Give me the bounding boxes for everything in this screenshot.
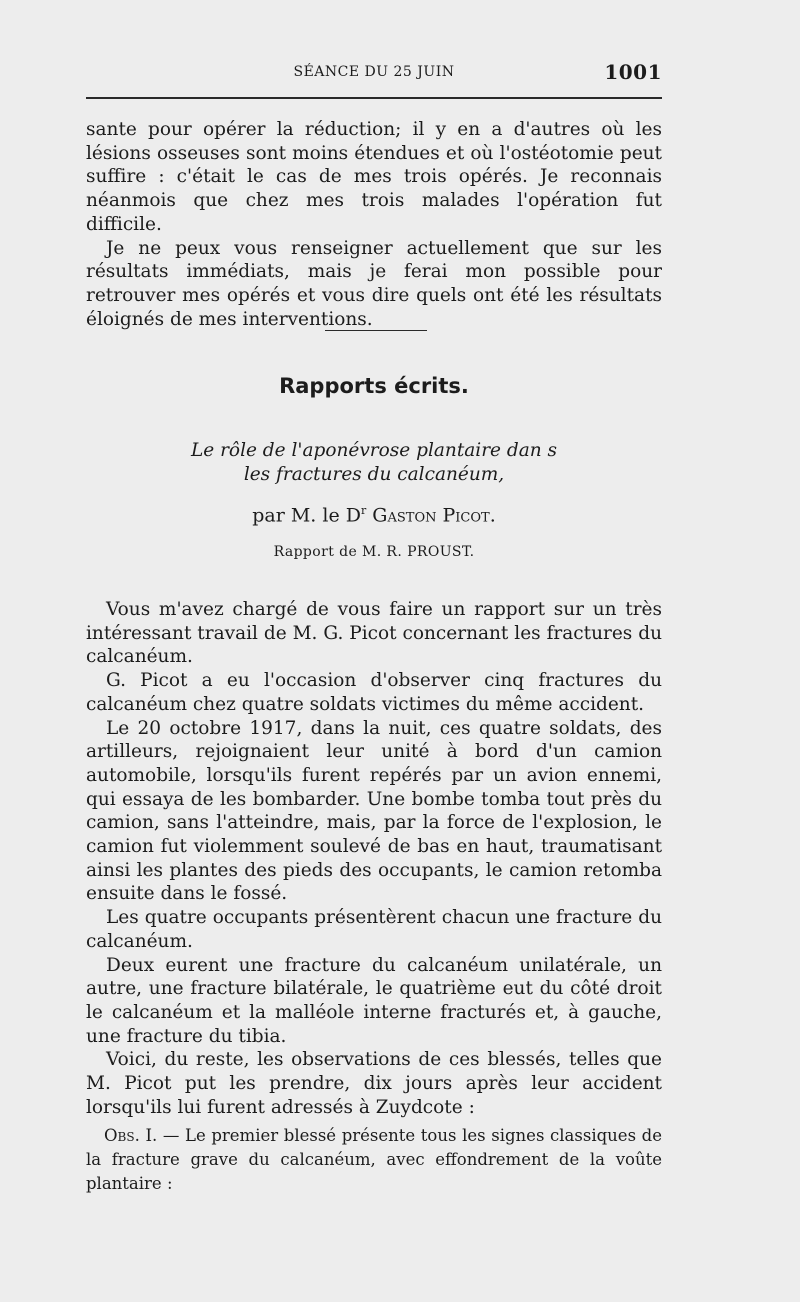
body-paragraph-6: Voici, du reste, les observations de ces blessés, telles que M. Picot put les prendre, dix jours après leur accident lorsqu'ils lui furent adressés à Zuydcote : xyxy=(86,1049,662,1118)
body-paragraph-2: G. Picot a eu l'occasion d'observer cinq fractures du calcanéum chez quatre soldats victimes du même accident. xyxy=(86,670,662,715)
body-paragraph-1: Vous m'avez chargé de vous faire un rapport sur un très intéressant travail de M. G. Picot concernant les fractures du calcanéum. xyxy=(86,599,662,668)
article-title-line-1: Le rôle de l'aponévrose plantaire dan s xyxy=(190,440,558,461)
body-paragraph-5: Deux eurent une fracture du calcanéum unilatérale, un autre, une fracture bilatérale, le quatrième eut du côté droit le calcanéum et la malléole interne fracturés et, à gauche, une fracture du tibia. xyxy=(86,954,662,1047)
running-header xyxy=(86,60,662,88)
observation-block xyxy=(86,1124,662,1196)
observation-paragraph xyxy=(86,1124,662,1196)
rapport-line: Rapport de M. R. PROUST. xyxy=(273,544,475,560)
author-name: Gaston Picot. xyxy=(372,504,496,527)
body-paragraph-4: Les quatre occupants présentèrent chacun une fracture du calcanéum. xyxy=(86,907,662,952)
byline-prefix: par M. le D xyxy=(252,504,361,527)
observation-label: Obs. I. xyxy=(104,1126,158,1145)
observation-text: — Le premier blessé présente tous les signes classiques de la fracture grave du calcanéum, avec effondrement de la voûte plantaire : xyxy=(86,1126,662,1193)
byline-sup: r xyxy=(360,504,367,517)
header-rule xyxy=(86,97,662,99)
intro-paragraph-1: sante pour opérer la réduction; il y en a d'autres où les lésions osseuses sont moins étendues et où l'ostéotomie peut suffire : c'était le cas de mes trois opérés. Je reconnais néanmois que chez mes trois malades l'opération fut difficile. xyxy=(86,119,662,235)
header-title: SÉANCE DU 25 JUIN xyxy=(293,64,455,80)
article-title-line-2: les fractures du calcanéum, xyxy=(243,464,505,485)
section-divider xyxy=(325,330,427,331)
section-heading: Rapports écrits. xyxy=(279,374,469,398)
body-paragraph-3: Le 20 octobre 1917, dans la nuit, ces quatre soldats, des artilleurs, rejoignaient leur unité à bord d'un camion automobile, lorsqu'ils furent repérés par un avion ennemi, qui essaya de les bombarder. Une bombe tomba tout près du camion, sans l'atteindre, mais, par la force de l'explosion, le camion fut violemment soulevé de bas en haut, traumatisant ainsi les plantes des pieds des occupants, le camion retomba ensuite dans le fossé. xyxy=(86,717,662,905)
body-text xyxy=(86,598,662,1119)
page-number: 1001 xyxy=(604,60,662,84)
byline xyxy=(86,504,662,526)
intro-text xyxy=(86,118,662,331)
intro-paragraph-2: Je ne peux vous renseigner actuellement que sur les résultats immédiats, mais je ferai mon possible pour retrouver mes opérés et vous dire quels ont été les résultats éloignés de mes interventions. xyxy=(86,237,662,330)
